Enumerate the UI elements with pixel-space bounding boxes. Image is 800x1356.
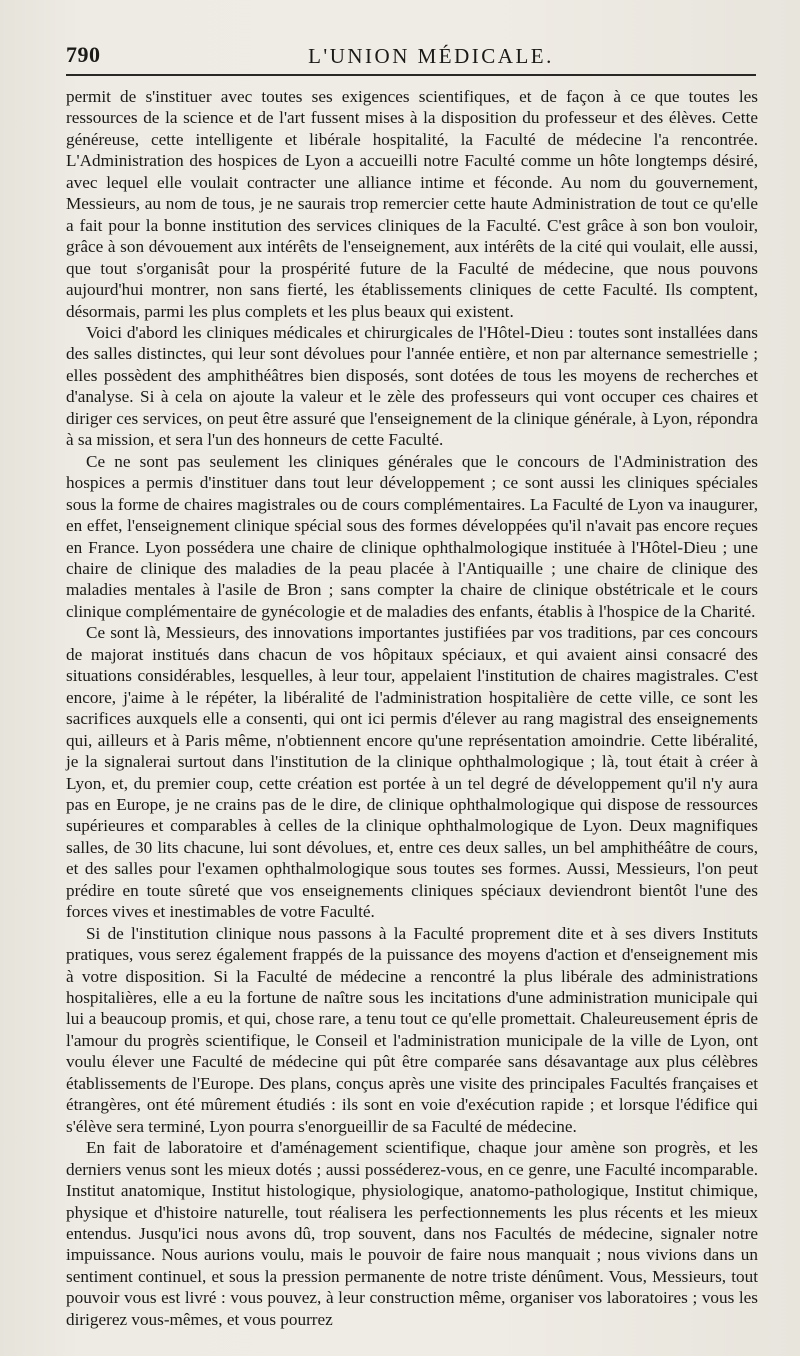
- running-title: L'UNION MÉDICALE.: [308, 44, 554, 68]
- paragraph-5: Si de l'institution clinique nous passons à la Faculté proprement dite et à ses divers Instituts pratiques, vous serez également frappés de la puissance des moyens d'action et d'enseignement mis à votre disposition. Si la Faculté de médecine a rencontré la plus libérale des administrations hospitalières, elle a eu la fortune de naître sous les incitations d'une administration municipale qui lui a beaucoup promis, et qui, chose rare, a tenu tout ce qu'elle promettait. Chaleureusement épris de l'amour du progrès scientifique, le Conseil et l'administration municipale de la ville de Lyon, ont voulu élever une Faculté de médecine qui pût être comparée sans désavantage aux plus célèbres établissements de l'Europe. Des plans, conçus après une visite des principales Facultés françaises et étrangères, ont été mûrement étudiés : ils sont en voie d'exécution rapide ; et lorsque l'édifice qui s'élève sera terminé, Lyon pourra s'enorgueillir de sa Faculté de médecine.: [66, 923, 758, 1136]
- header-rule: [66, 74, 756, 76]
- page-number: 790: [66, 42, 101, 67]
- paragraph-1: permit de s'instituer avec toutes ses exigences scientifiques, et de façon à ce que toutes les ressources de la science et de l'art fussent mises à la disposition du professeur et des élèves. Cette généreuse, cette intelligente et libérale hospitalité, la Faculté de médecine l'a rencontrée. L'Administration des hospices de Lyon a accueilli notre Faculté comme un hôte longtemps désiré, avec lequel elle voulait contracter une alliance intime et féconde. Au nom du gouvernement, Messieurs, au nom de tous, je ne saurais trop remercier cette haute Administration de tout ce qu'elle a fait pour la bonne institution des services cliniques de la Faculté. C'est grâce à son bon vouloir, grâce à son dévouement aux intérêts de l'enseignement, aux intérêts de la cité qui voulait, elle aussi, que tout s'organisât pour la prospérité future de la Faculté de médecine, que nous pouvons aujourd'hui montrer, non sans fierté, les établissements cliniques de cette Faculté. Ils comptent, désormais, parmi les plus complets et les plus beaux qui existent.: [66, 87, 758, 321]
- paragraph-4: Ce sont là, Messieurs, des innovations importantes justifiées par vos traditions, par ces concours de majorat institués dans chacun de vos hôpitaux spéciaux, et qui avaient ainsi consacré des situations considérables, lesquelles, à leur tour, appelaient l'institution de chaires magistrales. C'est encore, j'aime à le répéter, la libéralité de l'administration hospitalière de cette ville, ce sont les sacrifices auxquels elle a consenti, qui ont ici permis d'élever au rang magistral des enseignements qui, ailleurs et à Paris même, n'obtiennent encore qu'une représentation amoindrie. Cette libéralité, je la signalerai surtout dans l'institution de la clinique ophthalmologique ; là, tout était à créer à Lyon, et, du premier coup, cette création est portée à un tel degré de développement qu'il n'y aura pas en Europe, je ne crains pas de le dire, de clinique ophthalmologique qui dispose de ressources supérieures et comparables à celles de la clinique ophthalmologique de Lyon. Deux magnifiques salles, de 30 lits chacune, lui sont dévolues, et, entre ces deux salles, un bel amphithéâtre de cours, et des salles pour l'examen ophthalmologique sous toutes ses formes. Aussi, Messieurs, l'on peut prédire en toute sûreté que vos enseignements cliniques spéciaux deviendront bientôt l'une des forces vives et inestimables de votre Faculté.: [66, 623, 758, 922]
- paragraph-6: En fait de laboratoire et d'aménagement scientifique, chaque jour amène son progrès, et les derniers venus sont les mieux dotés ; aussi posséderez-vous, en ce genre, une Faculté incomparable. Institut anatomique, Institut histologique, physiologique, anatomo-pathologique, Institut chimique, physique et d'histoire naturelle, tout réalisera les perfectionnements les plus récents et les mieux entendus. Jusqu'ici nous avons dû, trop souvent, dans nos Facultés de médecine, signaler notre impuissance. Nous aurions voulu, mais le pouvoir de faire nous manquait ; nous vivions dans un sentiment continuel, et sous la pression permanente de notre triste dénûment. Vous, Messieurs, tout pouvoir vous est livré : vous pouvez, à leur construction même, organiser vos laboratoires ; vous les dirigerez vous-mêmes, et vous pourrez: [66, 1138, 758, 1329]
- running-header: [66, 40, 756, 74]
- paragraph-2: Voici d'abord les cliniques médicales et chirurgicales de l'Hôtel-Dieu : toutes sont installées dans des salles distinctes, qui leur sont dévolues pour l'année entière, et non par alternance semestrielle ; elles possèdent des amphithéâtres bien disposés, sont dotées de tous les moyens de recherches et d'analyse. Si à cela on ajoute la valeur et le zèle des professeurs qui vont occuper ces chaires et diriger ces services, on peut être assuré que l'enseignement de la clinique générale, à Lyon, répondra à sa mission, et sera l'un des honneurs de cette Faculté.: [66, 322, 758, 450]
- paragraph-3: Ce ne sont pas seulement les cliniques générales que le concours de l'Administration des hospices a permis d'instituer dans tout leur développement ; ce sont aussi les cliniques spéciales sous la forme de chaires magistrales ou de cours complémentaires. La Faculté de Lyon va inaugurer, en effet, l'enseignement clinique spécial sous des formes développées qu'il n'avait pas encore reçues en France. Lyon possédera une chaire de clinique ophthalmologique instituée à l'Hôtel-Dieu ; une chaire de clinique des maladies de la peau placée à l'Antiquaille ; une chaire de clinique des maladies mentales à l'asile de Bron ; sans compter la chaire de clinique obstétricale et le cours clinique complémentaire de gynécologie et de maladies des enfants, établis à l'hospice de la Charité.: [66, 451, 758, 621]
- body-text: [66, 86, 758, 1330]
